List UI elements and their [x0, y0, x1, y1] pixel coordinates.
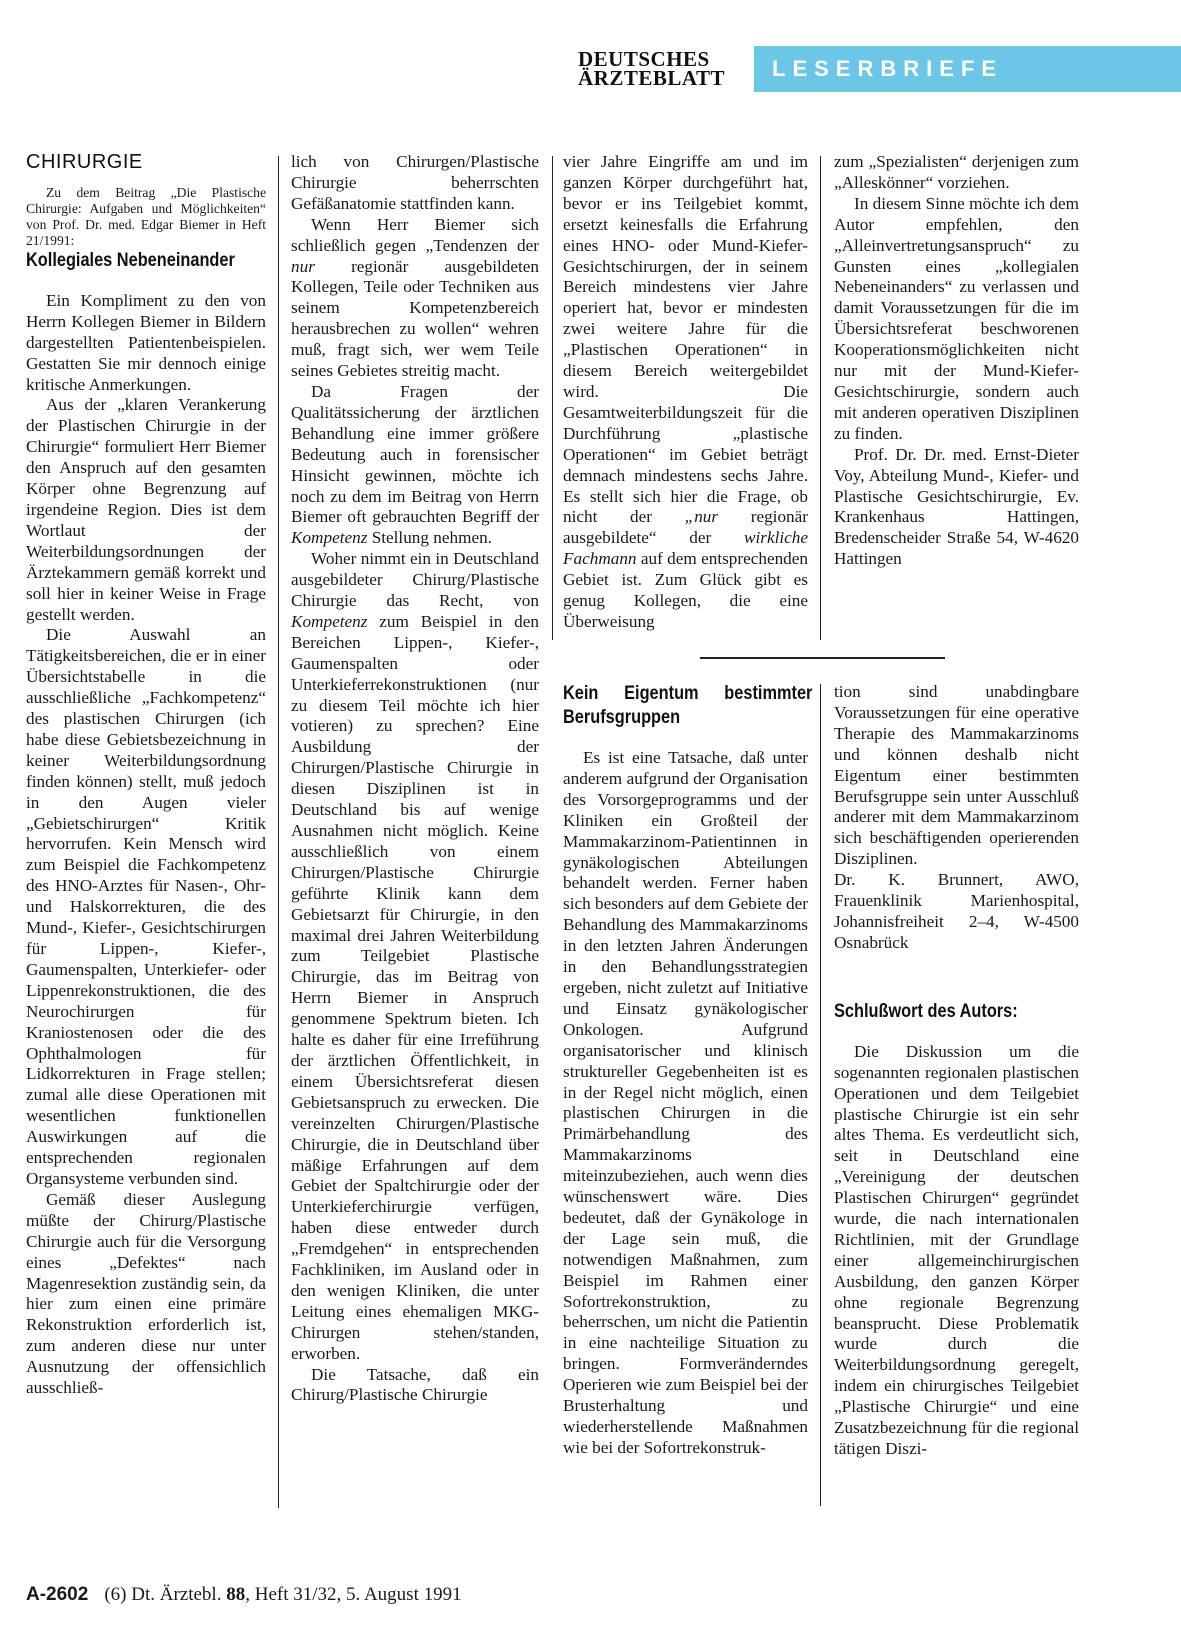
- rubric: CHIRURGIE: [26, 151, 143, 173]
- paragraph: zum „Spezialisten“ derjenigen zum „Alleskönner“ vorziehen.: [834, 152, 1079, 192]
- paragraph: In diesem Sinne möchte ich dem Autor empfehlen, den „Alleinvertretungsanspruch“ zu Gunsten eines „kollegialen Nebeneinanders“ zu verlassen und damit Voraussetzungen für die im Übersichtsreferat beschworenen Kooperationsmöglichkeiten nicht nur mit der Mund-Kiefer-Gesichtschirurgie, sondern auch mit anderen operativen Disziplinen zu finden.: [834, 193, 1079, 443]
- column-divider: [552, 156, 553, 640]
- paragraph: vier Jahre Eingriffe am und im ganzen Körper durchgeführt hat, bevor er ins Teilgebiet kommt, ersetzt keinesfalls die Erfahrung eines HNO- oder Mund-Kiefer-Gesichtschirurgen, der in seinem Bereich mindestens vier Jahre operiert hat, bevor er mindesten zwei weitere Jahre für die „Plastischen Operationen“ in diesem Bereich weitergebildet wird. Die Gesamtweiterbildungszeit für die Durchführung „plastische Operationen“ im Gebiet beträgt demnach mindestens sechs Jahre. Es stellt sich hier die Frage, ob nicht der „nur regionär ausgebildete“ der wirkliche Fachmann auf dem entsprechenden Gebiet ist. Zum Glück gibt es genug Kollegen, die eine Überweisung: [563, 152, 808, 631]
- page-number: A-2602: [26, 1584, 89, 1605]
- column-divider: [820, 156, 821, 640]
- paragraph: Ein Kompliment zu den von Herrn Kollegen Biemer in Bildern dargestellten Patientenbeispielen. Gestatten Sie mir dennoch einige kritische Anmerkungen.: [26, 290, 266, 394]
- column-4-top: [834, 152, 1079, 570]
- column-1: [26, 152, 266, 1399]
- headline-reply: Schlußwort des Autors:: [834, 1000, 1018, 1022]
- volume-number: 88: [226, 1584, 246, 1605]
- citation-rest: , Heft 31/32, 5. August 1991: [245, 1584, 462, 1605]
- intro-text: Zu dem Beitrag „Die Plastische Chirurgie: Aufgaben und Möglichkeiten“ von Prof. Dr. med. Edgar Biemer in Heft 21/1991:: [26, 184, 266, 248]
- column-3-top: [563, 152, 808, 633]
- paragraph: Die Diskussion um die sogenannten regionalen plastischen Operationen und dem Teilgebiet plastische Chirurgie ist ein sehr altes Thema. Es verdeutlicht sich, seit in Deutschland eine „Vereinigung der deutschen Plastischen Chirurgen“ gegründet wurde, die nach internationalen Richtlinien, mit der Grundlage einer allgemeinchirurgischen Ausbildung, den ganzen Körper ohne regionale Begrenzung beansprucht. Diese Problematik wurde durch die Weiterbildungsordnung geregelt, indem ein chirurgisches Teilgebiet „Plastische Chirurgie“ und eine Zusatzbezeichnung für die regional tätigen Diszi-: [834, 1041, 1079, 1458]
- headline-letter-2: Kein Eigentum bestimmter Berufsgruppen: [563, 683, 813, 728]
- column-4-bottom: [834, 682, 1079, 1460]
- headline-letter-1: Kollegiales Nebeneinander: [26, 249, 235, 271]
- column-divider: [820, 684, 821, 1506]
- signature: Prof. Dr. Dr. med. Ernst-Dieter Voy, Abteilung Mund-, Kiefer- und Plastische Gesichtschirurgie, Ev. Krankenhaus Hattingen, Bredenscheider Straße 54, W-4620 Hattingen: [834, 444, 1079, 569]
- paragraph: tion sind unabdingbare Voraussetzungen für eine operative Therapie des Mammakarzinoms und können deshalb nicht Eigentum einer bestimmten Berufsgruppe sein unter Ausschluß anderer mit dem Mammakarzinom sich beschäftigenden operierenden Disziplinen.: [834, 682, 1079, 869]
- paragraph: Es ist eine Tatsache, daß unter anderem aufgrund der Organisation des Vorsorgeprogramms und der Kliniken ein Großteil der Mammakarzinom-Patientinnen in gynäkologischen Abteilungen behandelt werden. Ferner haben sich besonders auf dem Gebiete der Behandlung des Mammakarzinoms in den letzten Jahren Änderungen in den Behandlungsstrategien ergeben, nicht zuletzt auf Initiative und Einsatz gynäkologischer Onkologen. Aufgrund organisatorischer und klinisch struktureller Gegebenheiten ist es in der Regel nicht möglich, einen plastischen Chirurgen in die Primärbehandlung des Mammakarzinoms miteinzubeziehen, auch wenn dies wünschenswert wäre. Dies bedeutet, daß der Gynäkologe in der Lage sein muß, die notwendigen Maßnahmen, zum Beispiel im Rahmen einer Sofortrekonstruktion, zu beherrschen, um nicht die Patientin in eine nachteilige Situation zu bringen. Formveränderndes Operieren wie zum Beispiel bei der Brusterhaltung und wiederherstellende Maßnahmen wie bei der Sofortrekonstruk-: [563, 748, 808, 1457]
- publication-logo: DEUTSCHES ÄRZTEBLATT: [578, 47, 725, 90]
- column-3-bottom: [563, 682, 813, 1459]
- section-label: LESERBRIEFE: [772, 56, 1004, 81]
- paragraph: Gemäß dieser Auslegung müßte der Chirurg/Plastische Chirurgie auch für die Versorgung eines „Defektes“ nach Magenresektion zuständig sein, da hier zum einen eine primäre Rekonstruktion erforderlich ist, zum anderen diese nur unter Ausnutzung der offensichlich ausschließ-: [26, 1189, 266, 1398]
- paragraph: Die Auswahl an Tätigkeitsbereichen, die er in einer Übersichtstabelle in die ausschließliche „Fachkompetenz“ des plastischen Chirurgen (ich habe diese Gebietsbezeichnung in keiner Weiterbildungsordnung finden können) stellt, muß jedoch in den Augen vieler „Gebietschirurgen“ Kritik hervorrufen. Kein Mensch wird zum Beispiel die Fachkompetenz des HNO-Arztes für Nasen-, Ohr- und Halskorrekturen, die des Mund-, Kiefer-, Gesichtschirurgen für Lippen-, Kiefer-, Gaumenspalten, Unterkiefer- oder Lippenrekonstruktionen, die des Neurochirurgen für Kraniostenosen oder die des Ophthalmologen für Lidkorrekturen in Frage stellen; zumal alle diese Operationen mit wesentlichen funktionellen Auswirkungen auf die entsprechenden regionalen Organsysteme verbunden sind.: [26, 625, 266, 1188]
- paragraph: Da Fragen der Qualitätssicherung der ärztlichen Behandlung eine immer größere Bedeutung auch in forensischer Hinsicht gewinnen, möchte ich noch zu dem im Beitrag von Herrn Biemer oft gebrauchten Begriff der Kompetenz Stellung nehmen.: [291, 381, 539, 548]
- page-footer: [26, 1584, 462, 1606]
- paragraph: Die Tatsache, daß ein Chirurg/Plastische Chirurgie: [291, 1364, 539, 1405]
- paragraph: Aus der „klaren Verankerung der Plastischen Chirurgie in der Chirurgie“ formuliert Herr Biemer den Anspruch auf den gesamten Körper ohne Begrenzung auf irgendeine Region. Dies ist dem Wortlaut der Weiterbildungsordnungen der Ärztekammern gemäß korrekt und soll hier in keiner Weise in Frage gestellt werden.: [26, 395, 266, 624]
- signature: Dr. K. Brunnert, AWO, Frauenklinik Marienhospital, Johannisfreiheit 2–4, W-4500 Osnabrück: [834, 870, 1079, 952]
- column-divider: [278, 156, 279, 1508]
- separator-rule: [700, 657, 945, 659]
- paragraph: Woher nimmt ein in Deutschland ausgebildeter Chirurg/Plastische Chirurgie das Recht, von Kompetenz zum Beispiel in den Bereichen Lippen-, Kiefer-, Gaumenspalten oder Unterkieferrekonstruktionen (nur zu diesem Teil möchte ich hier votieren) zu sprechen? Eine Ausbildung der Chirurgen/Plastische Chirurgie in diesen Disziplinen ist in Deutschland bis auf wenige Ausnahmen nicht möglich. Keine ausschließlich von einem Chirurgen/Plastische Chirurgie geführte Klinik kann dem Gebietsarzt für Chirurgie, in den maximal drei Jahren Weiterbildung zum Teilgebiet Plastische Chirurgie, das im Beitrag von Herrn Biemer in Anspruch genommene Spektrum bieten. Ich halte es daher für eine Irreführung der ärztlichen Öffentlichkeit, in einem Übersichtsreferat diesen Gebietsanspruch zu erwecken. Die vereinzelten Chirurgen/Plastische Chirurgie, die in Deutschland über mäßige Erfahrungen auf dem Gebiet der Spaltchirurgie oder der Unterkieferchirurgie verfügen, haben diese entweder durch „Fremdgehen“ in entsprechenden Fachkliniken, im Ausland oder in den wenigen Kliniken, die unter Leitung eines ehemaligen MKG-Chirurgen stehen/standen, erworben.: [291, 549, 539, 1363]
- masthead: [578, 46, 1181, 96]
- paragraph: Wenn Herr Biemer sich schließlich gegen „Tendenzen der nur regionär ausgebildeten Kollegen, Teile oder Techniken aus seinem Kompetenzbereich herausbrechen zu wollen“ wehren muß, fragt sich, wer wem Teile seines Gebietes streitig macht.: [291, 214, 539, 381]
- column-2: [291, 152, 539, 1406]
- section-band: [754, 46, 1181, 92]
- paragraph: lich von Chirurgen/Plastische Chirurgie beherrschten Gefäßanatomie stattfinden kann.: [291, 152, 539, 213]
- citation: (6) Dt. Ärztebl.: [104, 1584, 227, 1605]
